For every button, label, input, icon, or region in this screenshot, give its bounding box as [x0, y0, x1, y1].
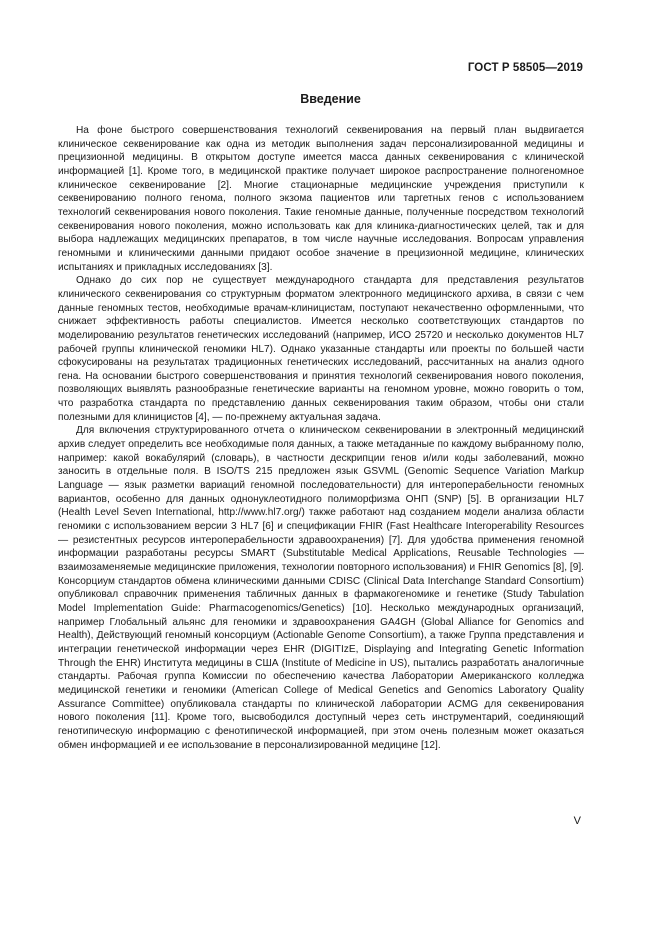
standard-code: ГОСТ Р 58505—2019: [467, 62, 583, 74]
page-number: V: [573, 815, 581, 827]
paragraph: Для включения структурированного отчета о клиническом секвенировании в электронный медицинский архив следует определить все необходимые поля данных, а также метаданные по каждому выбранному полю, например: какой вокабулярий (словарь), в частности дескрипции генов и/или коды заболеваний, можно заносить в отдельные поля. В ISO/TS 215 предложен язык GSVML (Genomic Sequence Variation Markup Language — язык разметки вариаций геномной последовательности) для интероперабельности геномных вариантов, особенно для данных однонуклеотидного полиморфизма ОНП (SNP) [5]. В организации HL7 (Health Level Seven International, http://www.hl7.org/) также работают над созданием модели анализа области геномики с использованием версии 3 HL7 [6] и спецификации FHIR (Fast Healthcare Interoperability Resources — резистентных ресурсов интероперабельности здравоохранения) [7]. Для удобства применения геномной информации разработаны ресурсы SMART (Substitutable Medical Applications, Reusable Technologies — взаимозаменяемые медицинские приложения, технологии повторного использования) и FHIR Genomics [8], [9]. Консорциум стандартов обмена клиническими данными CDISC (Clinical Data Interchange Standard Consortium) опубликовал справочник применения табличных данных в фармакогеномике и генетике (Study Tabulation Model Implementation Guide: Pharmacogenomics/Genetics) [10]. Несколько международных организаций, например Глобальный альянс для геномики и здравоохранения GA4GH (Global Alliance for Genomics and Health), Действующий геномный консорциум (Actionable Genome Consortium), а также Группа представления и интеграции генетической информации через EHR (DIGITIzE, Displaying and Integrating Genetic Information Through the EHR) Института медицины в США (Institute of Medicine in US), пытались разработать аналогичные стандарты. Рабочая группа Комиссии по обеспечению качества Лаборатории Американского колледжа медицинской генетики и геномики (American College of Medical Genetics and Genomics Laboratory Quality Assurance Committee) опубликовала стандарты по клинической лаборатории ACMG для секвенирования нового поколения [11]. Кроме того, высвободился доступный через сеть инструментарий, соединяющий генотипическую информацию с фенотипической информацией, при этом очень полезным может оказаться обмен информацией и ее использование в персонализированной медицине [12].: [58, 425, 584, 751]
section-title: Введение: [300, 92, 361, 106]
paragraph: Однако до сих пор не существует международного стандарта для представления результатов клинического секвенирования со структурным форматом электронного медицинского архива, в связи с чем данные геномных тестов, необходимые врачам-клиницистам, поступают некачественно оформленными, что снижает эффективность работы специалистов. Имеется несколько соответствующих стандартов по моделированию результатов генетических исследований (например, ИСО 25720 и несколько документов HL7 рабочей группы клинической геномики HL7). Однако указанные стандарты или проекты по большей части сфокусированы на результатах традиционных генетических исследований, рассчитанных на анализ одного гена. На основании быстрого совершенствования и принятия технологий секвенирования нового поколения, позволяющих выявлять разнообразные генетические варианты на геномном уровне, можно говорить о том, что разработка стандарта по представлению данных секвенирования таким образом, чтобы они стали полезными для клиницистов [4], — по-прежнему актуальная задача.: [58, 275, 584, 423]
paragraph: На фоне быстрого совершенствования технологий секвенирования на первый план выдвигается клиническое секвенирование как одна из методик выполнения задач персонализированной медицины и прецизионной медицины. В открытом доступе имеется масса данных секвенирования с клинической информацией [1]. Кроме того, в медицинской практике получает широкое распространение полногеномное клиническое секвенирование [2]. Многие стационарные медицинские учреждения приступили к секвенированию полного генома, полного экзома пациентов или таргетных генов с использованием технологий секвенирования нового поколения. Такие геномные данные, полученные посредством технологий секвенирования нового поколения, можно использовать как для клиника-диагностических целей, так и для выбора надлежащих медицинских препаратов, в том числе научные исследования. Вопросам управления геномными и клиническими данными придают особое значение в прецизионной медицине, клинических испытаниях и прикладных исследованиях [3].: [58, 125, 584, 273]
body-text: [58, 124, 584, 752]
